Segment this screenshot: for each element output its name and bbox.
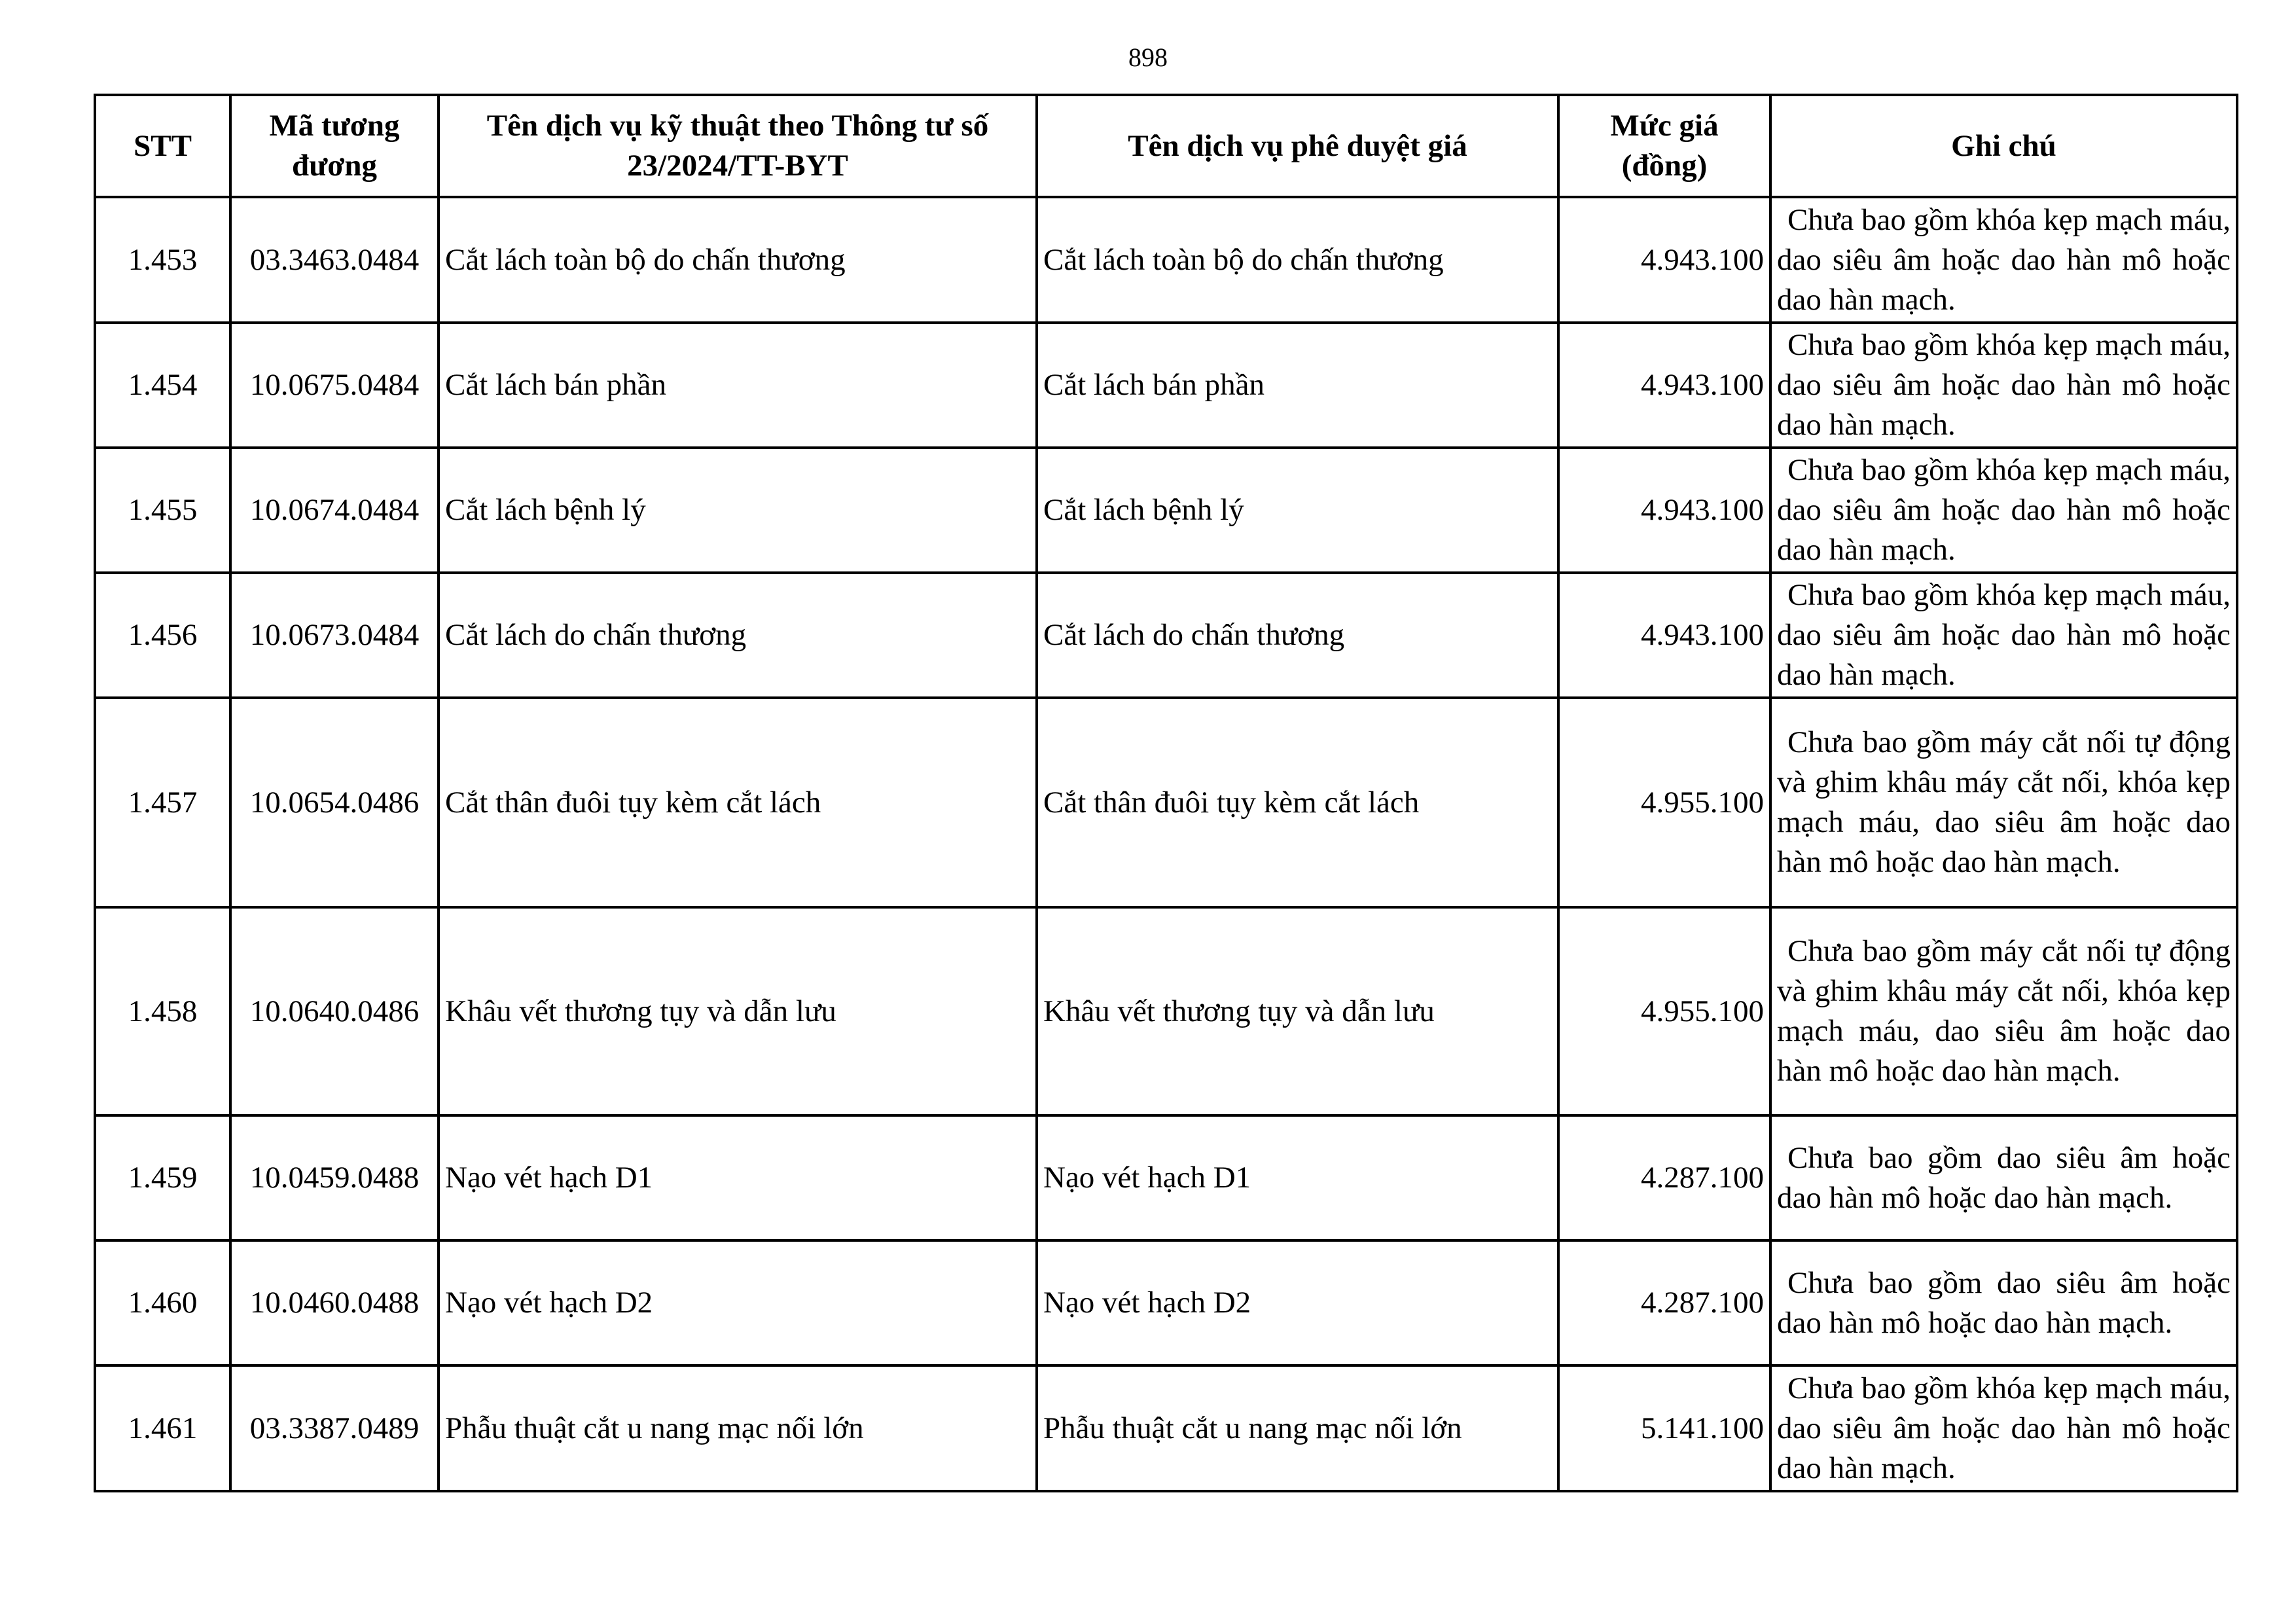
cell-service-name: Cắt thân đuôi tụy kèm cắt lách [439,698,1037,907]
table-row [95,573,2237,698]
cell-price: 4.943.100 [1558,573,1770,698]
cell-stt: 1.461 [95,1365,230,1491]
header-row [95,95,2237,197]
cell-service-name: Nạo vét hạch D2 [439,1240,1037,1365]
cell-code: 03.3463.0484 [230,197,439,323]
cell-code: 10.0673.0484 [230,573,439,698]
cell-code: 10.0459.0488 [230,1115,439,1240]
cell-price: 5.141.100 [1558,1365,1770,1491]
cell-code: 10.0654.0486 [230,698,439,907]
cell-service-name: Cắt lách bệnh lý [439,448,1037,573]
cell-price: 4.287.100 [1558,1240,1770,1365]
header-note: Ghi chú [1770,95,2237,197]
cell-approved-name: Nạo vét hạch D1 [1037,1115,1558,1240]
cell-price: 4.943.100 [1558,448,1770,573]
table-row [95,448,2237,573]
cell-approved-name: Nạo vét hạch D2 [1037,1240,1558,1365]
cell-approved-name: Cắt thân đuôi tụy kèm cắt lách [1037,698,1558,907]
table-row [95,323,2237,448]
cell-price: 4.943.100 [1558,323,1770,448]
table-row [95,1365,2237,1491]
page-number: 898 [1128,43,1168,72]
cell-note: Chưa bao gồm khóa kẹp mạch máu, dao siêu âm hoặc dao hàn mô hoặc dao hàn mạch. [1770,573,2237,698]
cell-note: Chưa bao gồm máy cắt nối tự động và ghim khâu máy cắt nối, khóa kẹp mạch máu, dao siêu âm hoặc dao hàn mô hoặc dao hàn mạch. [1770,698,2237,907]
cell-service-name: Nạo vét hạch D1 [439,1115,1037,1240]
table-body [95,197,2237,1491]
cell-code: 10.0674.0484 [230,448,439,573]
cell-approved-name: Cắt lách bệnh lý [1037,448,1558,573]
cell-stt: 1.455 [95,448,230,573]
cell-stt: 1.459 [95,1115,230,1240]
cell-note: Chưa bao gồm dao siêu âm hoặc dao hàn mô hoặc dao hàn mạch. [1770,1115,2237,1240]
cell-service-name: Cắt lách bán phần [439,323,1037,448]
cell-note: Chưa bao gồm khóa kẹp mạch máu, dao siêu âm hoặc dao hàn mô hoặc dao hàn mạch. [1770,1365,2237,1491]
cell-stt: 1.460 [95,1240,230,1365]
cell-approved-name: Cắt lách bán phần [1037,323,1558,448]
header-service-name: Tên dịch vụ kỹ thuật theo Thông tư số 23/2024/TT-BYT [439,95,1037,197]
cell-code: 10.0640.0486 [230,907,439,1115]
table-row [95,907,2237,1115]
cell-service-name: Khâu vết thương tụy và dẫn lưu [439,907,1037,1115]
cell-service-name: Cắt lách do chấn thương [439,573,1037,698]
table-row [95,197,2237,323]
cell-service-name: Cắt lách toàn bộ do chấn thương [439,197,1037,323]
cell-approved-name: Cắt lách toàn bộ do chấn thương [1037,197,1558,323]
cell-stt: 1.454 [95,323,230,448]
table-row [95,1240,2237,1365]
header-approved-name: Tên dịch vụ phê duyệt giá [1037,95,1558,197]
cell-price: 4.287.100 [1558,1115,1770,1240]
cell-note: Chưa bao gồm khóa kẹp mạch máu, dao siêu âm hoặc dao hàn mô hoặc dao hàn mạch. [1770,323,2237,448]
cell-stt: 1.458 [95,907,230,1115]
cell-stt: 1.453 [95,197,230,323]
cell-price: 4.943.100 [1558,197,1770,323]
header-code: Mã tương đương [230,95,439,197]
cell-note: Chưa bao gồm khóa kẹp mạch máu, dao siêu âm hoặc dao hàn mô hoặc dao hàn mạch. [1770,448,2237,573]
cell-approved-name: Khâu vết thương tụy và dẫn lưu [1037,907,1558,1115]
header-stt: STT [95,95,230,197]
cell-price: 4.955.100 [1558,698,1770,907]
table-row [95,1115,2237,1240]
cell-stt: 1.456 [95,573,230,698]
cell-note: Chưa bao gồm dao siêu âm hoặc dao hàn mô hoặc dao hàn mạch. [1770,1240,2237,1365]
price-table [94,94,2238,1492]
cell-price: 4.955.100 [1558,907,1770,1115]
cell-note: Chưa bao gồm khóa kẹp mạch máu, dao siêu âm hoặc dao hàn mô hoặc dao hàn mạch. [1770,197,2237,323]
cell-code: 10.0460.0488 [230,1240,439,1365]
table-row [95,698,2237,907]
header-price: Mức giá (đồng) [1558,95,1770,197]
cell-approved-name: Cắt lách do chấn thương [1037,573,1558,698]
table-header [95,95,2237,197]
cell-code: 03.3387.0489 [230,1365,439,1491]
cell-stt: 1.457 [95,698,230,907]
cell-approved-name: Phẫu thuật cắt u nang mạc nối lớn [1037,1365,1558,1491]
cell-service-name: Phẫu thuật cắt u nang mạc nối lớn [439,1365,1037,1491]
cell-code: 10.0675.0484 [230,323,439,448]
cell-note: Chưa bao gồm máy cắt nối tự động và ghim khâu máy cắt nối, khóa kẹp mạch máu, dao siêu âm hoặc dao hàn mô hoặc dao hàn mạch. [1770,907,2237,1115]
